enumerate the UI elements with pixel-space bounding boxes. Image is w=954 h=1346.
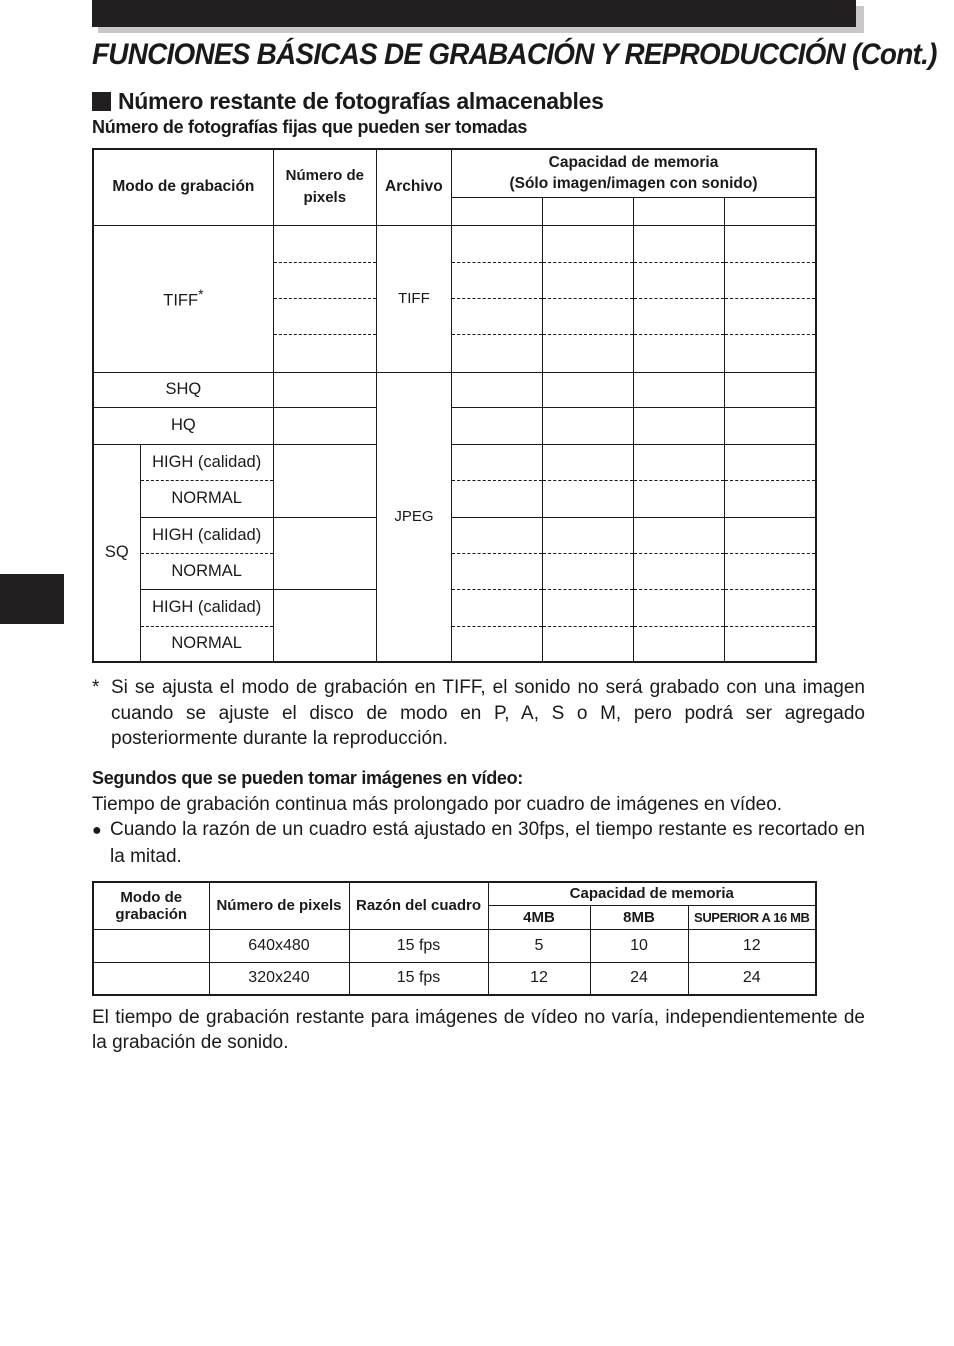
table-cell <box>451 407 542 444</box>
table-cell <box>634 334 725 372</box>
table-cell <box>634 407 725 444</box>
header-frame-rate: Razón del cuadro <box>349 882 488 929</box>
header-16mb: SUPERIOR A 16 MB <box>688 905 816 929</box>
table-cell <box>273 372 376 407</box>
table-cell <box>543 298 634 334</box>
jpeg-file-cell: JPEG <box>376 372 451 662</box>
header-pixels: Número de pixels <box>273 149 376 225</box>
pixels-cell: 640x480 <box>209 929 349 962</box>
closing-paragraph: El tiempo de grabación restante para imágenes de vídeo no varía, independientemente de la grabación de sonido. <box>92 1007 865 1053</box>
table-cell <box>725 407 816 444</box>
capacity-8mb-cell: 24 <box>590 962 688 995</box>
table-cell <box>725 262 816 298</box>
table-cell <box>634 589 725 626</box>
capacity-4mb-cell: 12 <box>488 962 590 995</box>
table-cell <box>634 262 725 298</box>
table-cell <box>543 407 634 444</box>
table-cell <box>451 225 542 262</box>
capacity-col-2 <box>543 197 634 225</box>
capacity-col-3 <box>634 197 725 225</box>
table-cell <box>451 444 542 480</box>
table-cell <box>725 334 816 372</box>
bullet-text: Cuando la razón de un cuadro está ajustado en 30fps, el tiempo restante es recortado en la mitad. <box>110 819 865 867</box>
table-cell <box>634 372 725 407</box>
rate-cell: 15 fps <box>349 962 488 995</box>
table-cell <box>451 480 542 517</box>
tiff-mode-cell: TIFF* <box>93 225 273 372</box>
table-cell <box>543 334 634 372</box>
sq-quality-label: HIGH (calidad) <box>140 444 273 480</box>
capacity-16mb-cell: 24 <box>688 962 816 995</box>
table-cell <box>725 372 816 407</box>
table-cell <box>273 334 376 372</box>
pixels-cell: 320x240 <box>209 962 349 995</box>
section-title <box>92 88 604 115</box>
video-table <box>92 881 817 996</box>
table-cell <box>725 298 816 334</box>
sq-quality-label: NORMAL <box>140 553 273 589</box>
table-cell <box>273 298 376 334</box>
table-cell <box>725 225 816 262</box>
section-title-text: Número restante de fotografías almacenables <box>118 88 604 114</box>
table-cell <box>543 444 634 480</box>
header-bar <box>92 0 856 27</box>
header-capacity: Capacidad de memoria (Sólo imagen/imagen con sonido) <box>451 149 816 197</box>
chapter-tab <box>0 574 64 624</box>
sq-quality-label: HIGH (calidad) <box>140 517 273 553</box>
table-cell <box>451 553 542 589</box>
capacity-8mb-cell: 10 <box>590 929 688 962</box>
mode-cell <box>93 929 209 962</box>
table-cell <box>273 517 376 589</box>
sq-quality-label: NORMAL <box>140 480 273 517</box>
tiff-footnote <box>92 675 865 752</box>
video-heading: Segundos que se pueden tomar imágenes en vídeo: <box>92 768 523 788</box>
header-pixels: Número de pixels <box>209 882 349 929</box>
header-mode: Modo de grabación <box>93 882 209 929</box>
footnote-text: Si se ajusta el modo de grabación en TIFF, el sonido no será grabado con una imagen cuando se ajuste el disco de modo en P, A, S o M, pero podrá ser agregado posteriormente durante la reproducción. <box>111 677 865 749</box>
table-cell <box>543 480 634 517</box>
table-cell <box>273 262 376 298</box>
table-cell <box>725 626 816 662</box>
header-capacity: Capacidad de memoria <box>488 882 816 905</box>
table-cell <box>634 517 725 553</box>
rate-cell: 15 fps <box>349 929 488 962</box>
table-cell <box>451 372 542 407</box>
table-cell <box>543 517 634 553</box>
table-cell <box>725 444 816 480</box>
still-photos-subheading: Número de fotografías fijas que pueden ser tomadas <box>92 117 528 137</box>
table-cell <box>451 626 542 662</box>
table-cell <box>634 626 725 662</box>
capacity-4mb-cell: 5 <box>488 929 590 962</box>
table-cell <box>543 626 634 662</box>
square-bullet-icon <box>92 92 111 111</box>
header-file: Archivo <box>376 149 451 225</box>
video-description: Tiempo de grabación continua más prolongado por cuadro de imágenes en vídeo. <box>92 794 783 815</box>
table-cell <box>451 589 542 626</box>
table-cell <box>543 553 634 589</box>
still-photos-table <box>92 148 817 663</box>
header-4mb: 4MB <box>488 905 590 929</box>
page-title: FUNCIONES BÁSICAS DE GRABACIÓN Y REPRODUCCIÓN (Cont.) <box>92 38 937 71</box>
table-cell <box>725 589 816 626</box>
sq-quality-label: HIGH (calidad) <box>140 589 273 626</box>
video-bullet <box>92 817 865 869</box>
table-cell <box>273 589 376 662</box>
shq-mode-cell: SHQ <box>93 372 273 407</box>
bullet-icon: ● <box>92 822 102 839</box>
table-row <box>93 962 816 995</box>
table-cell <box>451 517 542 553</box>
capacity-col-4 <box>725 197 816 225</box>
sq-mode-cell: SQ <box>93 444 140 662</box>
table-cell <box>451 334 542 372</box>
table-cell <box>543 262 634 298</box>
table-cell <box>543 372 634 407</box>
table-cell <box>725 517 816 553</box>
table-row <box>93 929 816 962</box>
table-cell <box>725 553 816 589</box>
table-cell <box>543 589 634 626</box>
table-cell <box>273 444 376 517</box>
hq-mode-cell: HQ <box>93 407 273 444</box>
capacity-col-1 <box>451 197 542 225</box>
table-cell <box>634 225 725 262</box>
header-8mb: 8MB <box>590 905 688 929</box>
tiff-file-cell: TIFF <box>376 225 451 372</box>
table-cell <box>725 480 816 517</box>
table-cell <box>273 407 376 444</box>
table-cell <box>273 225 376 262</box>
mode-cell <box>93 962 209 995</box>
sq-quality-label: NORMAL <box>140 626 273 662</box>
table-cell <box>634 553 725 589</box>
table-cell <box>543 225 634 262</box>
footnote-mark: * <box>92 677 100 698</box>
table-cell <box>451 262 542 298</box>
capacity-16mb-cell: 12 <box>688 929 816 962</box>
footnote-mark: * <box>198 286 204 302</box>
table-cell <box>451 298 542 334</box>
header-mode: Modo de grabación <box>93 149 273 225</box>
table-cell <box>634 480 725 517</box>
table-cell <box>634 298 725 334</box>
table-cell <box>634 444 725 480</box>
